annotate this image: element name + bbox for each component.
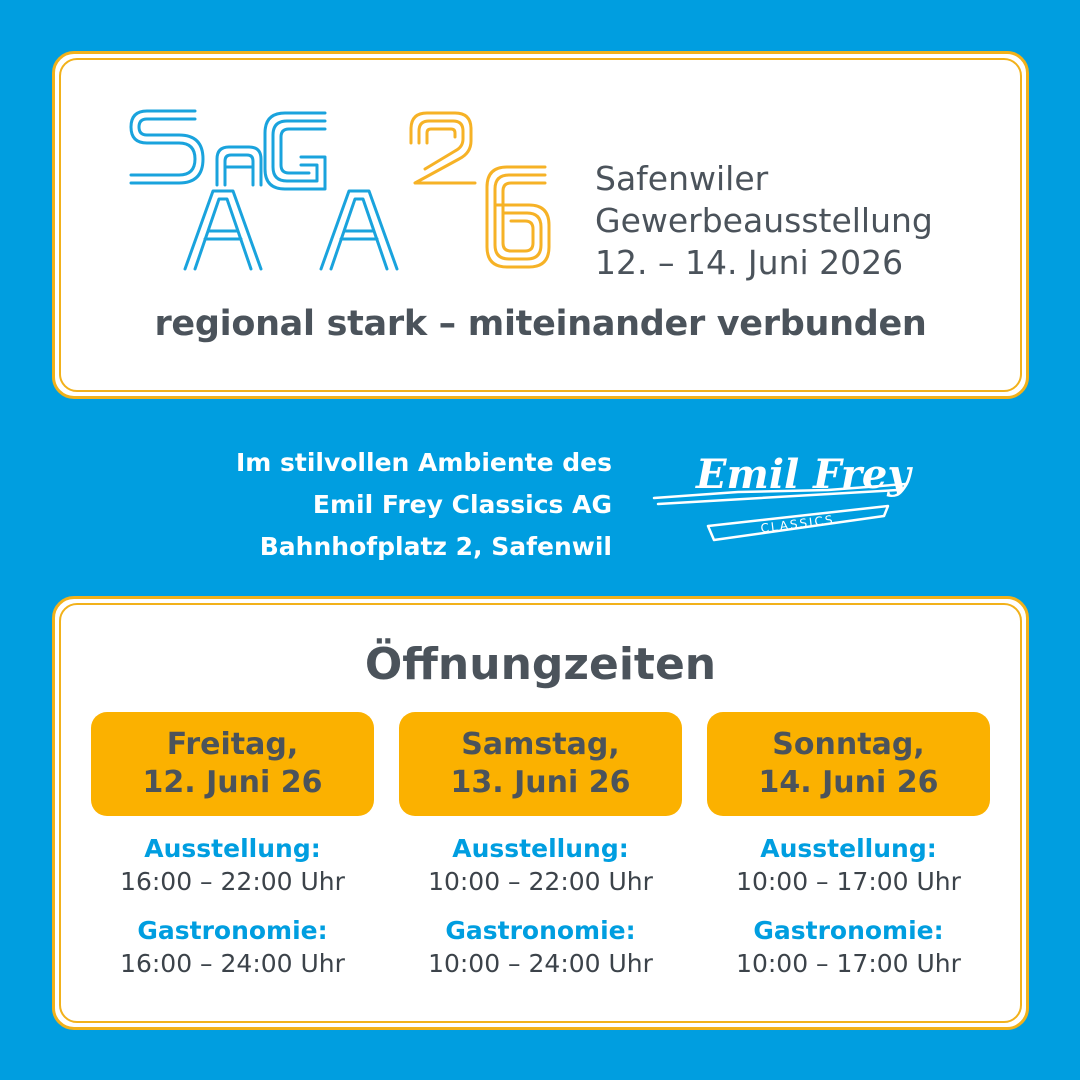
day-header — [707, 712, 990, 816]
exhibition-time: 16:00 – 22:00 Uhr — [120, 867, 345, 896]
day-date: 12. Juni 26 — [142, 765, 323, 800]
day-header — [399, 712, 682, 816]
gastronomy-time: 10:00 – 17:00 Uhr — [736, 949, 961, 978]
gastronomy-time: 10:00 – 24:00 Uhr — [428, 949, 653, 978]
day-name: Samstag, — [461, 727, 620, 762]
emil-frey-logo-text: Emil Frey — [696, 451, 911, 498]
exhibition-label: Ausstellung: — [144, 834, 321, 863]
tagline: regional stark – miteinander verbunden — [154, 304, 927, 344]
gastronomy-label: Gastronomie: — [753, 916, 944, 945]
saga26-logo — [125, 99, 555, 279]
exhibition-label: Ausstellung: — [452, 834, 629, 863]
opening-hours-card — [52, 596, 1029, 1030]
event-type: Gewerbeausstellung — [595, 201, 933, 240]
classics-logo-text: CLASSICS — [759, 512, 836, 536]
day-column-friday — [91, 712, 374, 978]
event-header-card — [52, 51, 1029, 399]
day-column-sunday — [707, 712, 990, 978]
event-description — [595, 158, 933, 284]
event-location-name: Safenwiler — [595, 159, 769, 198]
day-name: Freitag, — [166, 727, 299, 762]
day-header — [91, 712, 374, 816]
event-dates: 12. – 14. Juni 2026 — [595, 243, 904, 282]
venue-address: Bahnhofplatz 2, Safenwil — [259, 532, 612, 561]
venue-intro: Im stilvollen Ambiente des — [235, 448, 612, 477]
day-date: 13. Juni 26 — [450, 765, 631, 800]
day-name: Sonntag, — [772, 727, 925, 762]
gastronomy-label: Gastronomie: — [445, 916, 636, 945]
venue-name: Emil Frey Classics AG — [312, 490, 612, 519]
gastronomy-time: 16:00 – 24:00 Uhr — [120, 949, 345, 978]
exhibition-time: 10:00 – 17:00 Uhr — [736, 867, 961, 896]
day-column-saturday — [399, 712, 682, 978]
exhibition-time: 10:00 – 22:00 Uhr — [428, 867, 653, 896]
venue-info — [236, 442, 612, 568]
gastronomy-label: Gastronomie: — [137, 916, 328, 945]
exhibition-label: Ausstellung: — [760, 834, 937, 863]
day-date: 14. Juni 26 — [758, 765, 939, 800]
emil-frey-classics-logo — [648, 440, 913, 550]
opening-hours-title: Öffnungzeiten — [364, 639, 717, 690]
